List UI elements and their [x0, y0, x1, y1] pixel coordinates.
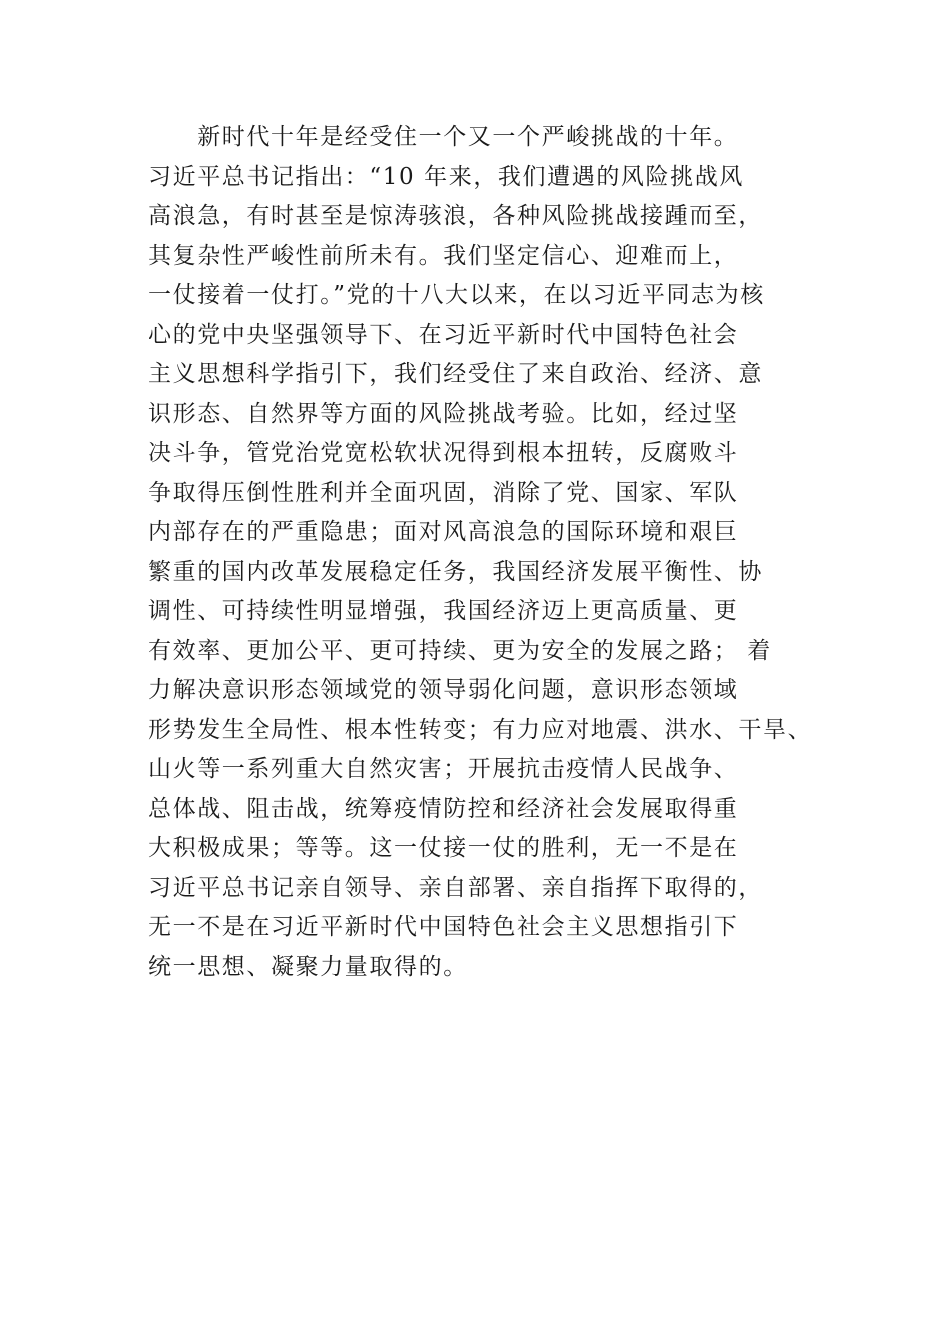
text-line: 其复杂性严峻性前所未有。我们坚定信心、迎难而上，	[148, 242, 739, 269]
text-line: 一仗接着一仗打。”党的十八大以来，在以习近平同志为核	[148, 282, 765, 308]
text-line: 统一思想、凝聚力量取得的。	[148, 953, 468, 980]
text-line: 高浪急，有时甚至是惊涛骇浪，各种风险挑战接踵而至，	[148, 203, 763, 229]
text-line: 习近平总书记亲自领导、亲自部署、亲自指挥下取得的，	[148, 874, 763, 901]
body-paragraph	[148, 118, 848, 987]
text-line: 识形态、自然界等方面的风险挑战考验。比如，经过坚	[148, 400, 739, 427]
text-line: 有效率、更加公平、更可持续、更为安全的发展之路； 着	[148, 637, 772, 664]
text-line: 山火等一系列重大自然灾害；开展抗击疫情人民战争、	[148, 756, 739, 782]
text-line: 总体战、阻击战，统筹疫情防控和经济社会发展取得重	[148, 795, 739, 822]
text-line: 力解决意识形态领域党的领导弱化问题，意识形态领域	[148, 677, 739, 703]
text-line: 主义思想科学指引下，我们经受住了来自政治、经济、意	[148, 361, 763, 387]
text-line: 大积极成果；等等。这一仗接一仗的胜利，无一不是在	[148, 835, 739, 861]
text-line: 调性、可持续性明显增强，我国经济迈上更高质量、更	[148, 598, 739, 624]
text-line: 决斗争，管党治党宽松软状况得到根本扭转，反腐败斗	[148, 440, 739, 466]
text-line: 习近平总书记指出：“10 年来，我们遭遇的风险挑战风	[148, 163, 744, 190]
text-line: 新时代十年是经受住一个又一个严峻挑战的十年。	[148, 124, 739, 150]
text-line: 繁重的国内改革发展稳定任务，我国经济发展平衡性、协	[148, 558, 763, 585]
text-line: 内部存在的严重隐患；面对风高浪急的国际环境和艰巨	[148, 519, 739, 545]
text-line: 争取得压倒性胜利并全面巩固，消除了党、国家、军队	[148, 479, 739, 506]
text-line: 形势发生全局性、根本性转变；有力应对地震、洪水、干旱、	[148, 716, 813, 743]
text-line: 心的党中央坚强领导下、在习近平新时代中国特色社会	[148, 321, 739, 348]
text-line: 无一不是在习近平新时代中国特色社会主义思想指引下	[148, 914, 739, 940]
